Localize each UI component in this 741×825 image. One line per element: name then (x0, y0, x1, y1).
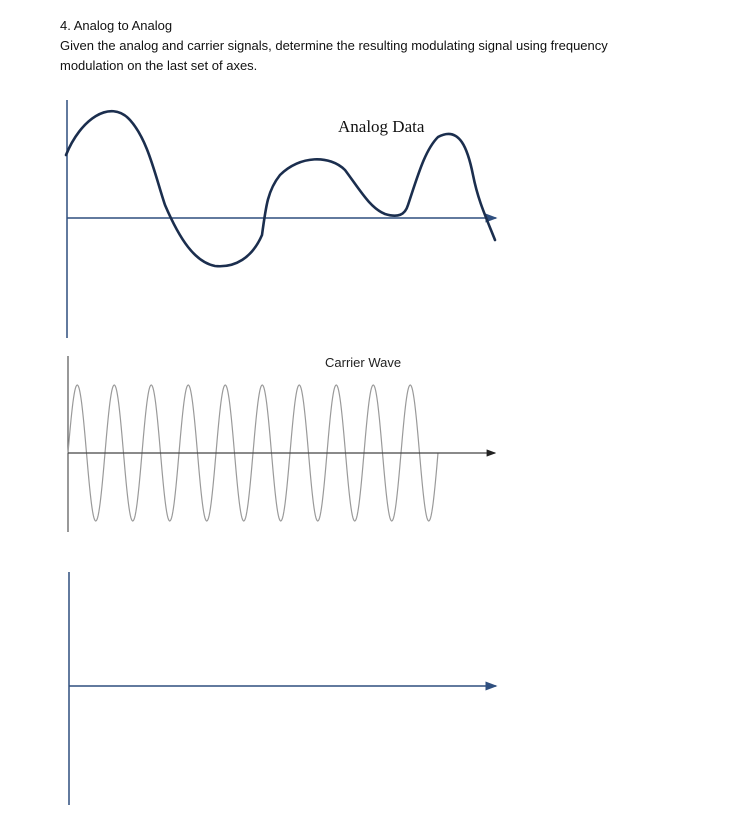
carrier-wave-figure (68, 355, 495, 532)
question-line-1: Given the analog and carrier signals, determine the resulting modulating signal using frequency (60, 38, 608, 53)
question-heading: 4. Analog to Analog (60, 18, 173, 33)
answer-axes (69, 572, 496, 805)
analog-data-label: Analog Data (338, 117, 425, 136)
analog-signal-curve (66, 111, 495, 266)
analog-data-figure (66, 100, 496, 338)
question-line-2: modulation on the last set of axes. (60, 58, 258, 73)
carrier-wave-label: Carrier Wave (325, 355, 402, 370)
